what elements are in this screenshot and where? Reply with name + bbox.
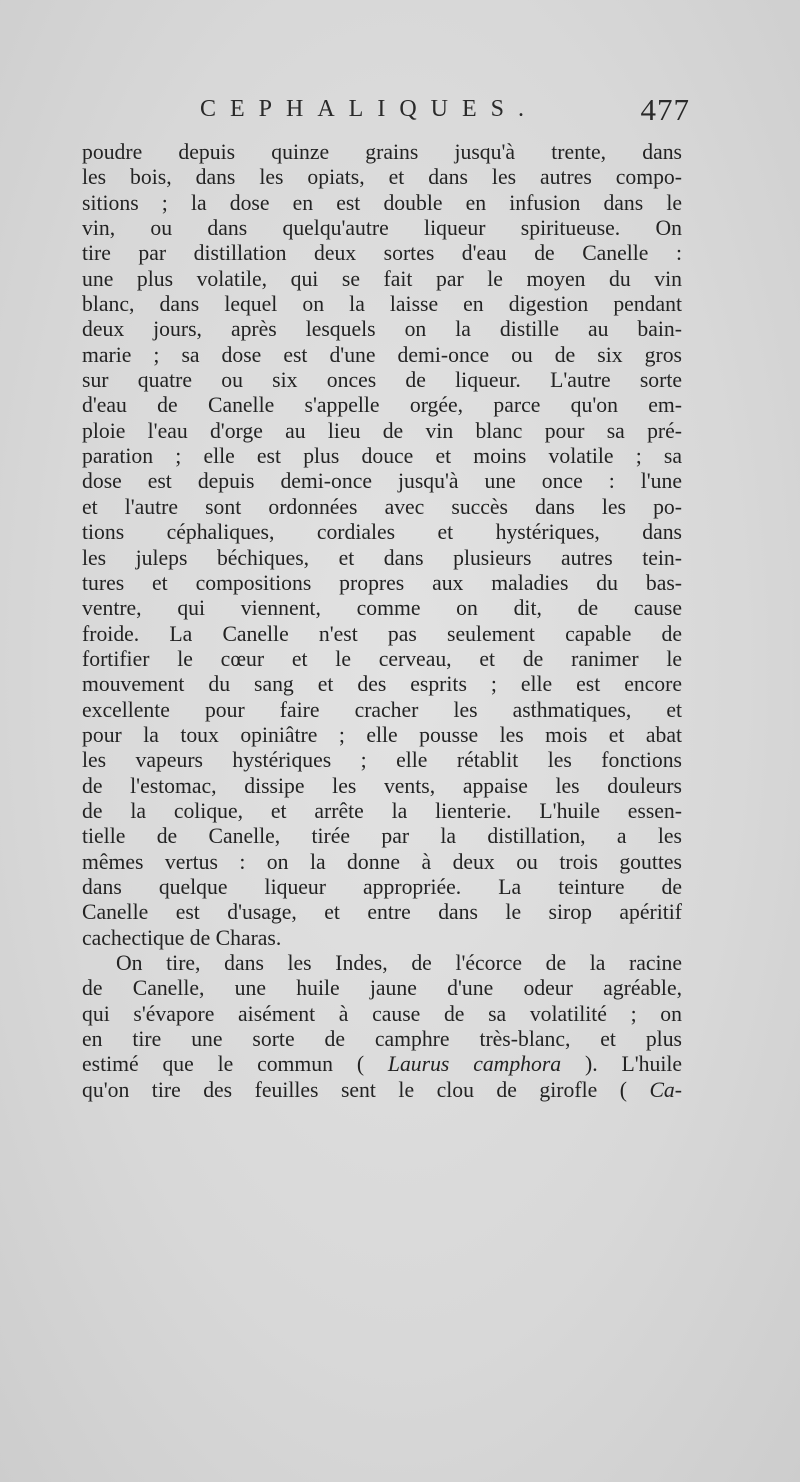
page-header [200, 92, 690, 138]
text-line: ventre, qui viennent, comme on dit, de cause [82, 596, 682, 621]
text-line: poudre depuis quinze grains jusqu'à trente, dans [82, 140, 682, 164]
text-line: une plus volatile, qui se fait par le moyen du vin [82, 266, 682, 291]
text-line: vin, ou dans quelqu'autre liqueur spiritueuse. On [82, 216, 682, 241]
text-line: les vapeurs hystériques ; elle rétablit les fonctions [82, 748, 682, 773]
text-line: en tire une sorte de camphre très-blanc, et plus [82, 1027, 682, 1052]
text-line: tire par distillation deux sortes d'eau de Canelle : [82, 241, 682, 266]
text-line: blanc, dans lequel on la laisse en digestion pendant [82, 292, 682, 317]
text-line: de l'estomac, dissipe les vents, appaise les douleurs [82, 773, 682, 798]
text-line: tions céphaliques, cordiales et hystériques, dans [82, 520, 682, 545]
page-number: 477 [640, 92, 690, 127]
paragraph-2 [82, 951, 682, 1103]
text-segment: estimé que le commun ( [82, 1052, 365, 1077]
paragraph-1 [82, 140, 682, 951]
text-line: de la colique, et arrête la lienterie. L'huile essen- [82, 798, 682, 823]
text-line: paration ; elle est plus douce et moins volatile ; sa [82, 444, 682, 469]
text-segment: ). L'huile [585, 1052, 682, 1077]
text-line: fortifier le cœur et le cerveau, et de ranimer le [82, 646, 682, 671]
text-line [82, 1052, 682, 1077]
text-segment: qu'on tire des feuilles sent le clou de girofle ( [82, 1077, 627, 1102]
text-line: de Canelle, une huile jaune d'une odeur agréable, [82, 976, 682, 1001]
latin-name-fragment: Ca- [649, 1077, 682, 1102]
body-text [82, 140, 682, 1103]
text-line: tures et compositions propres aux maladies du bas- [82, 570, 682, 595]
text-line: qui s'évapore aisément à cause de sa volatilité ; on [82, 1001, 682, 1026]
text-line: sitions ; la dose en est double en infusion dans le [82, 190, 682, 215]
text-line: les juleps béchiques, et dans plusieurs autres tein- [82, 545, 682, 570]
text-line: Canelle est d'usage, et entre dans le sirop apéritif [82, 900, 682, 925]
text-line: On tire, dans les Indes, de l'écorce de la racine [116, 951, 682, 975]
text-line: dose est depuis demi-once jusqu'à une once : l'une [82, 469, 682, 494]
text-line: pour la toux opiniâtre ; elle pousse les mois et abat [82, 722, 682, 747]
latin-name: Laurus camphora [387, 1052, 562, 1077]
text-line: les bois, dans les opiats, et dans les autres compo- [82, 165, 682, 190]
text-line: mêmes vertus : on la donne à deux ou trois gouttes [82, 849, 682, 874]
text-line: cachectique de Charas. [82, 925, 282, 950]
text-line: ploie l'eau d'orge au lieu de vin blanc pour sa pré- [82, 418, 682, 443]
text-line: mouvement du sang et des esprits ; elle est encore [82, 672, 682, 697]
text-line: deux jours, après lesquels on la distille au bain- [82, 317, 682, 342]
text-line [82, 1078, 682, 1103]
text-line: tielle de Canelle, tirée par la distillation, a les [82, 824, 682, 849]
text-line: excellente pour faire cracher les asthmatiques, et [82, 697, 682, 722]
text-line: d'eau de Canelle s'appelle orgée, parce qu'on em- [82, 393, 682, 418]
text-line: sur quatre ou six onces de liqueur. L'autre sorte [82, 368, 682, 393]
running-head: CEPHALIQUES. [200, 96, 539, 122]
text-line: froide. La Canelle n'est pas seulement capable de [82, 621, 682, 646]
text-line: dans quelque liqueur appropriée. La teinture de [82, 874, 682, 899]
text-line: et l'autre sont ordonnées avec succès dans les po- [82, 494, 682, 519]
text-line: marie ; sa dose est d'une demi-once ou de six gros [82, 342, 682, 367]
